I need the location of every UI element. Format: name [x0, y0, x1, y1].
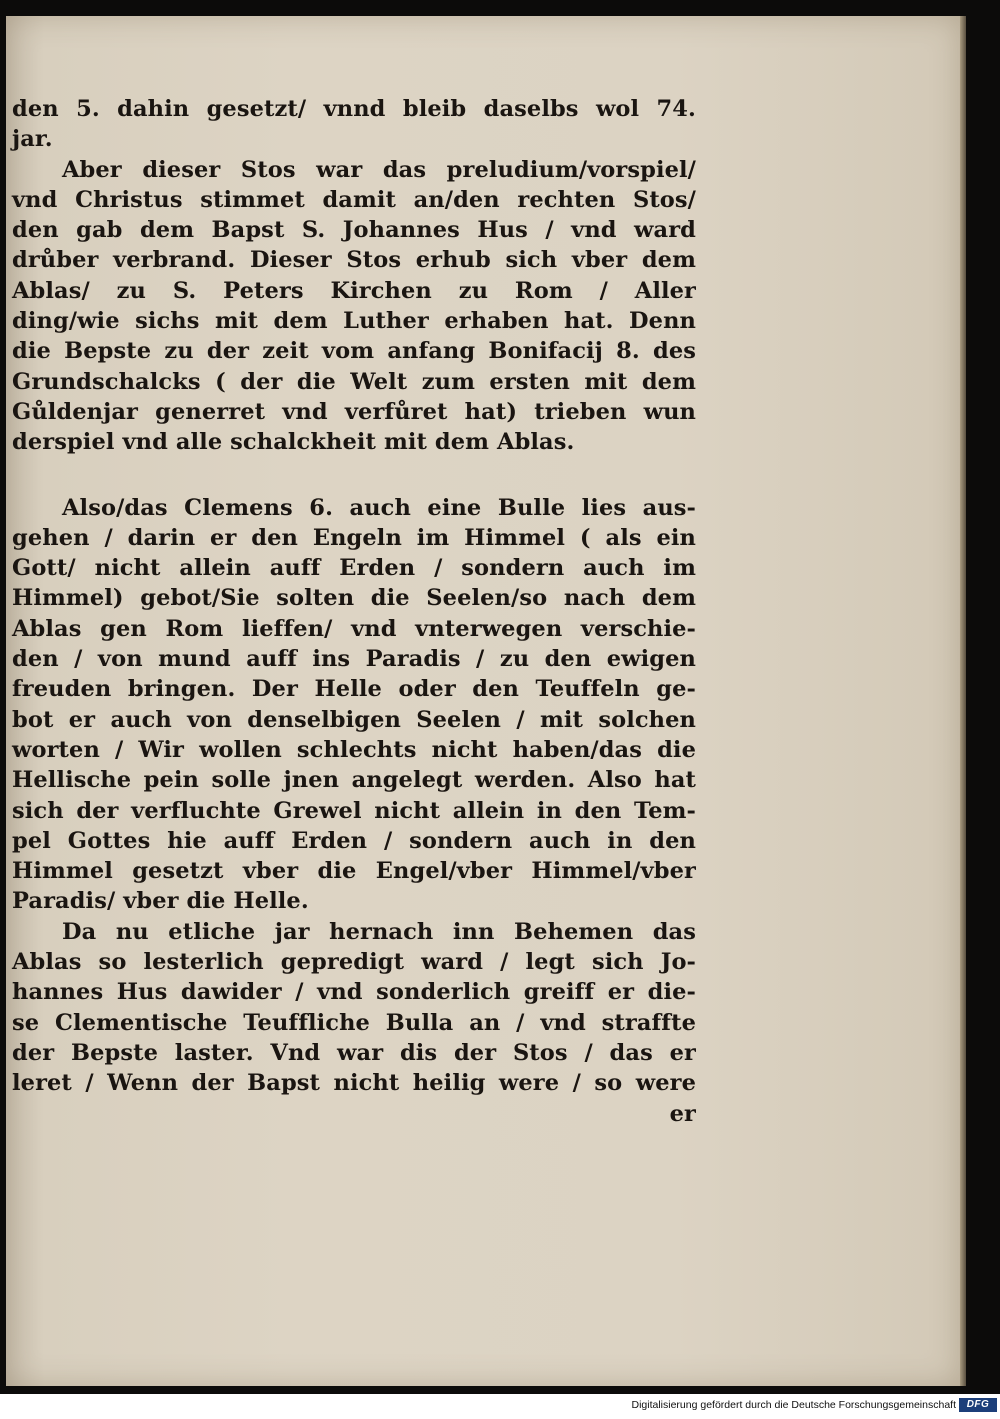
text-line: gehen / darin er den Engeln im Himmel ( als ein — [12, 524, 696, 551]
text-line: den gab dem Bapst S. Johannes Hus / vnd ward — [12, 217, 696, 244]
text-line: ding/wie sichs mit dem Luther erhaben hat. Denn — [12, 308, 696, 335]
text-line: Aber dieser Stos war das preludium/vorspiel/ — [62, 156, 696, 183]
text-line: sich der verfluchte Grewel nicht allein in den Tem- — [12, 797, 696, 824]
text-line: Ablas gen Rom lieffen/ vnd vnterwegen verschie- — [12, 615, 696, 642]
footer-bar — [0, 1394, 1000, 1419]
text-line: hannes Hus dawider / vnd sonderlich greiff er die- — [12, 979, 696, 1006]
page-edge — [960, 16, 966, 1386]
text-line: die Bepste zu der zeit vom anfang Bonifacij 8. des — [12, 338, 696, 365]
paragraph-gap — [6, 458, 696, 493]
catchword: er — [669, 1100, 696, 1127]
text-line: Also/das Clemens 6. auch eine Bulle lies aus- — [62, 494, 696, 521]
text-line: se Clementische Teuffliche Bulla an / vnd straffte — [12, 1009, 696, 1036]
text-line: vnd Christus stimmet damit an/den rechten Stos/ — [12, 186, 696, 213]
text-line: freuden bringen. Der Helle oder den Teuffeln ge- — [12, 676, 696, 703]
text-line: Himmel gesetzt vber die Engel/vber Himmel/vber — [12, 858, 696, 885]
text-line: den 5. dahin gesetzt/ vnnd bleib daselbs wol 74. — [12, 96, 696, 122]
page-text — [6, 94, 696, 1129]
text-line: derspiel vnd alle schalckheit mit dem Ablas. — [12, 429, 575, 456]
text-line: Grundschalcks ( der die Welt zum ersten mit dem — [12, 368, 696, 395]
text-line: drůber verbrand. Dieser Stos erhub sich vber dem — [12, 247, 696, 274]
text-line: Hellische pein solle jnen angelegt werden. Also hat — [12, 767, 696, 794]
funding-credit: Digitalisierung gefördert durch die Deutsche Forschungsgemeinschaft — [631, 1399, 956, 1411]
text-line: Himmel) gebot/Sie solten die Seelen/so nach dem — [12, 585, 696, 612]
text-line: Gůldenjar generret vnd verfůret hat) trieben wun — [12, 398, 696, 425]
text-line: leret / Wenn der Bapst nicht heilig were / so were — [12, 1070, 696, 1097]
text-line: Gott/ nicht allein auff Erden / sondern auch im — [12, 555, 696, 582]
text-line: bot er auch von denselbigen Seelen / mit solchen — [12, 706, 696, 733]
text-line: den / von mund auff ins Paradis / zu den ewigen — [12, 646, 696, 673]
text-line: Ablas so lesterlich gepredigt ward / legt sich Jo- — [12, 949, 696, 976]
text-line: Da nu etliche jar hernach inn Behemen das — [62, 918, 696, 945]
text-line: Paradis/ vber die Helle. — [12, 888, 309, 915]
text-line: worten / Wir wollen schlechts nicht haben/das die — [12, 736, 696, 763]
text-line: jar. — [12, 126, 53, 153]
text-line: Ablas/ zu S. Peters Kirchen zu Rom / Aller — [12, 277, 696, 304]
text-line: pel Gottes hie auff Erden / sondern auch in den — [12, 827, 696, 854]
book-page — [6, 16, 960, 1386]
dfg-logo[interactable]: DFG — [959, 1398, 997, 1412]
text-line: der Bepste laster. Vnd war dis der Stos / das er — [12, 1039, 696, 1066]
